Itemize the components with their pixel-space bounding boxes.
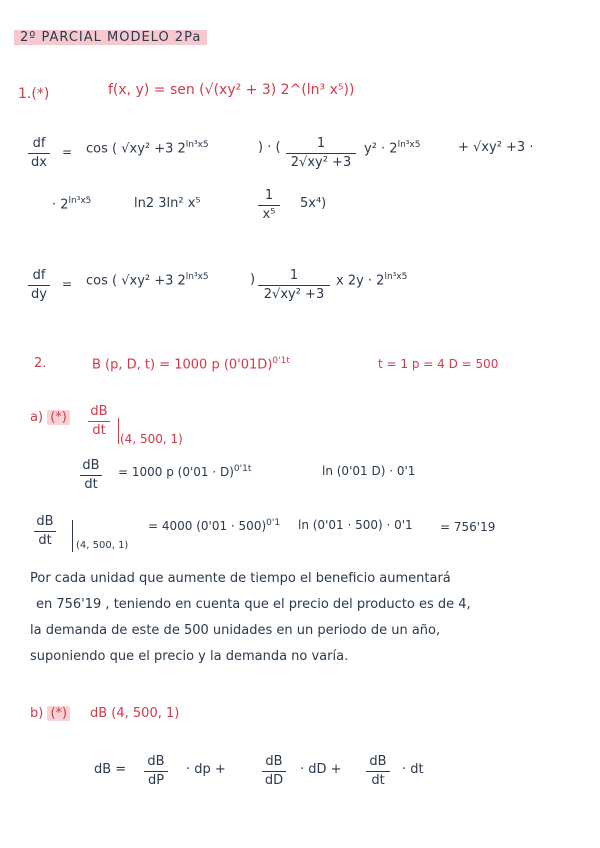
ex2a-eq1-lhs	[80, 458, 102, 493]
dfdy-frac	[258, 268, 330, 303]
dfdx-part3	[364, 140, 420, 156]
ex2a-eq2-tail: ln (0'01 · 500) · 0'1	[298, 518, 413, 532]
ex2a-eq1-rhs-text: = 1000 p (0'01 · D)	[118, 465, 234, 479]
ex2a-eval-point: (4, 500, 1)	[120, 432, 183, 446]
dfdx-lhs	[28, 136, 50, 171]
dfdy-lhs	[28, 268, 50, 303]
dfdy-part2: )	[250, 272, 256, 287]
page-title	[14, 30, 207, 45]
ex2a-eq2-rhs	[148, 518, 280, 533]
ex2a-eval-bar	[118, 418, 119, 444]
ex2a-eq1-rhs	[118, 464, 251, 479]
ex2a-deriv-num: dB	[90, 404, 108, 419]
ex2-function	[92, 356, 290, 372]
ex2a-label	[30, 410, 70, 425]
ex2b-t3-den: dt	[371, 773, 385, 788]
ex2a-text2: en 756'19 , teniendo en cuenta que el precio del producto es de 4,	[36, 597, 471, 612]
ex2b-t1-bar	[144, 771, 168, 772]
ex2-values: t = 1 p = 4 D = 500	[378, 357, 499, 371]
ex2b-label	[30, 706, 70, 721]
dfdy-lhs-num: df	[32, 268, 46, 283]
dfdy-frac-den: 2√xy² +3	[263, 287, 325, 302]
dfdx-line2-exp: ln³x5	[68, 196, 92, 206]
ex2a-eq2-exp: 0'1	[266, 518, 281, 528]
ex2a-deriv-den: dt	[92, 423, 106, 438]
ex2a-eq2-den: dt	[38, 533, 52, 548]
dfdx-frac2-num: 1	[264, 188, 274, 203]
ex2b-star: (*)	[47, 706, 70, 721]
dfdx-part3-text: y² · 2	[364, 141, 398, 157]
dfdx-line2-start-text: · 2	[52, 197, 69, 213]
dfdy-part3-text: x 2y · 2	[336, 273, 385, 289]
ex2-label: 2.	[34, 356, 47, 371]
ex2b-t1-tail: · dp +	[186, 762, 226, 777]
dfdy-lhs-bar	[28, 285, 50, 286]
dfdx-part2: ) · (	[258, 140, 281, 155]
dfdx-frac	[286, 136, 356, 171]
ex2b-label-text: b)	[30, 706, 44, 721]
ex2b-t2-den: dD	[264, 773, 284, 788]
ex2a-deriv	[88, 404, 110, 439]
dfdx-frac-num: 1	[316, 136, 326, 151]
ex2a-eq1-tail: ln (0'01 D) · 0'1	[322, 464, 416, 478]
dfdy-eq: =	[62, 277, 73, 291]
dfdy-frac-bar	[258, 285, 330, 286]
dfdx-part1-text: cos ( √xy² +3 2	[86, 141, 186, 157]
ex2b-t1-num: dB	[147, 754, 165, 769]
ex2a-eq1-num: dB	[82, 458, 100, 473]
ex2a-eq2-point: (4, 500, 1)	[76, 540, 129, 551]
dfdx-lhs-den: dx	[31, 155, 47, 170]
ex2-function-exp: 0'1t	[272, 356, 290, 366]
dfdy-lhs-den: dy	[31, 287, 47, 302]
ex2b-t3-tail: · dt	[402, 762, 424, 777]
ex2a-text4: suponiendo que el precio y la demanda no varía.	[30, 649, 349, 664]
dfdx-frac2-den: x⁵	[262, 207, 276, 222]
dfdy-frac-num: 1	[289, 268, 299, 283]
ex2b-t2-bar	[262, 771, 286, 772]
ex2b-t3-bar	[366, 771, 390, 772]
dfdx-part4: + √xy² +3 ·	[458, 140, 534, 155]
ex2a-star: (*)	[47, 410, 70, 425]
dfdx-frac-den: 2√xy² +3	[290, 155, 352, 170]
ex2b-t1	[144, 754, 168, 789]
dfdy-part3-exp: ln³x5	[384, 272, 408, 282]
dfdy-part1-text: cos ( √xy² +3 2	[86, 273, 186, 289]
ex2b-t3	[366, 754, 390, 789]
ex2a-text1: Por cada unidad que aumente de tiempo el beneficio aumentará	[30, 571, 451, 586]
ex2b-t2	[262, 754, 286, 789]
ex2b-t2-num: dB	[265, 754, 283, 769]
ex2b-title: dB (4, 500, 1)	[90, 706, 180, 721]
ex1-label: 1.(*)	[18, 86, 50, 102]
page-title-text: 2º PARCIAL MODELO 2Pa	[20, 30, 202, 45]
ex2a-eq2-num: dB	[36, 514, 54, 529]
ex2a-deriv-bar	[88, 421, 110, 422]
ex1-function: f(x, y) = sen (√(xy² + 3) 2^(ln³ x⁵))	[108, 82, 355, 98]
ex2b-lhs: dB =	[94, 762, 127, 777]
ex2a-explanation	[30, 566, 590, 670]
dfdx-part3-exp: ln³x5	[397, 140, 421, 150]
dfdy-part1	[86, 272, 209, 288]
dfdx-line2-mid: ln2 3ln² x⁵	[134, 196, 201, 211]
ex2a-eq1-bar	[80, 475, 102, 476]
dfdx-frac-bar	[286, 153, 356, 154]
ex2-function-text: B (p, D, t) = 1000 p (0'01D)	[92, 357, 273, 373]
dfdx-frac2	[258, 188, 280, 223]
ex2b-t1-den: dP	[147, 773, 165, 788]
ex2b-t2-tail: · dD +	[300, 762, 342, 777]
dfdx-eq: =	[62, 145, 73, 159]
dfdx-lhs-bar	[28, 153, 50, 154]
dfdx-lhs-num: df	[32, 136, 46, 151]
ex2a-label-text: a)	[30, 410, 44, 425]
ex2a-eq2-lhs	[34, 514, 56, 549]
ex2a-eq1-den: dt	[84, 477, 98, 492]
ex2a-eq2-rhs-text: = 4000 (0'01 · 500)	[148, 519, 267, 533]
dfdy-part3	[336, 272, 407, 288]
ex2a-eq2-eval-bar	[72, 520, 73, 552]
ex2b-t3-num: dB	[369, 754, 387, 769]
ex2a-eq2-result: = 756'19	[440, 520, 496, 534]
ex2a-eq1-exp: 0'1t	[233, 464, 252, 474]
ex2a-text3: la demanda de este de 500 unidades en un periodo de un año,	[30, 623, 441, 638]
dfdx-line2-start	[52, 196, 91, 212]
dfdy-part1-exp: ln³x5	[185, 272, 209, 282]
ex2a-eq2-bar	[34, 531, 56, 532]
dfdx-frac2-bar	[258, 205, 280, 206]
dfdx-part1	[86, 140, 209, 156]
dfdx-line2-end: 5x⁴)	[300, 196, 327, 211]
dfdx-part1-exp: ln³x5	[185, 140, 209, 150]
